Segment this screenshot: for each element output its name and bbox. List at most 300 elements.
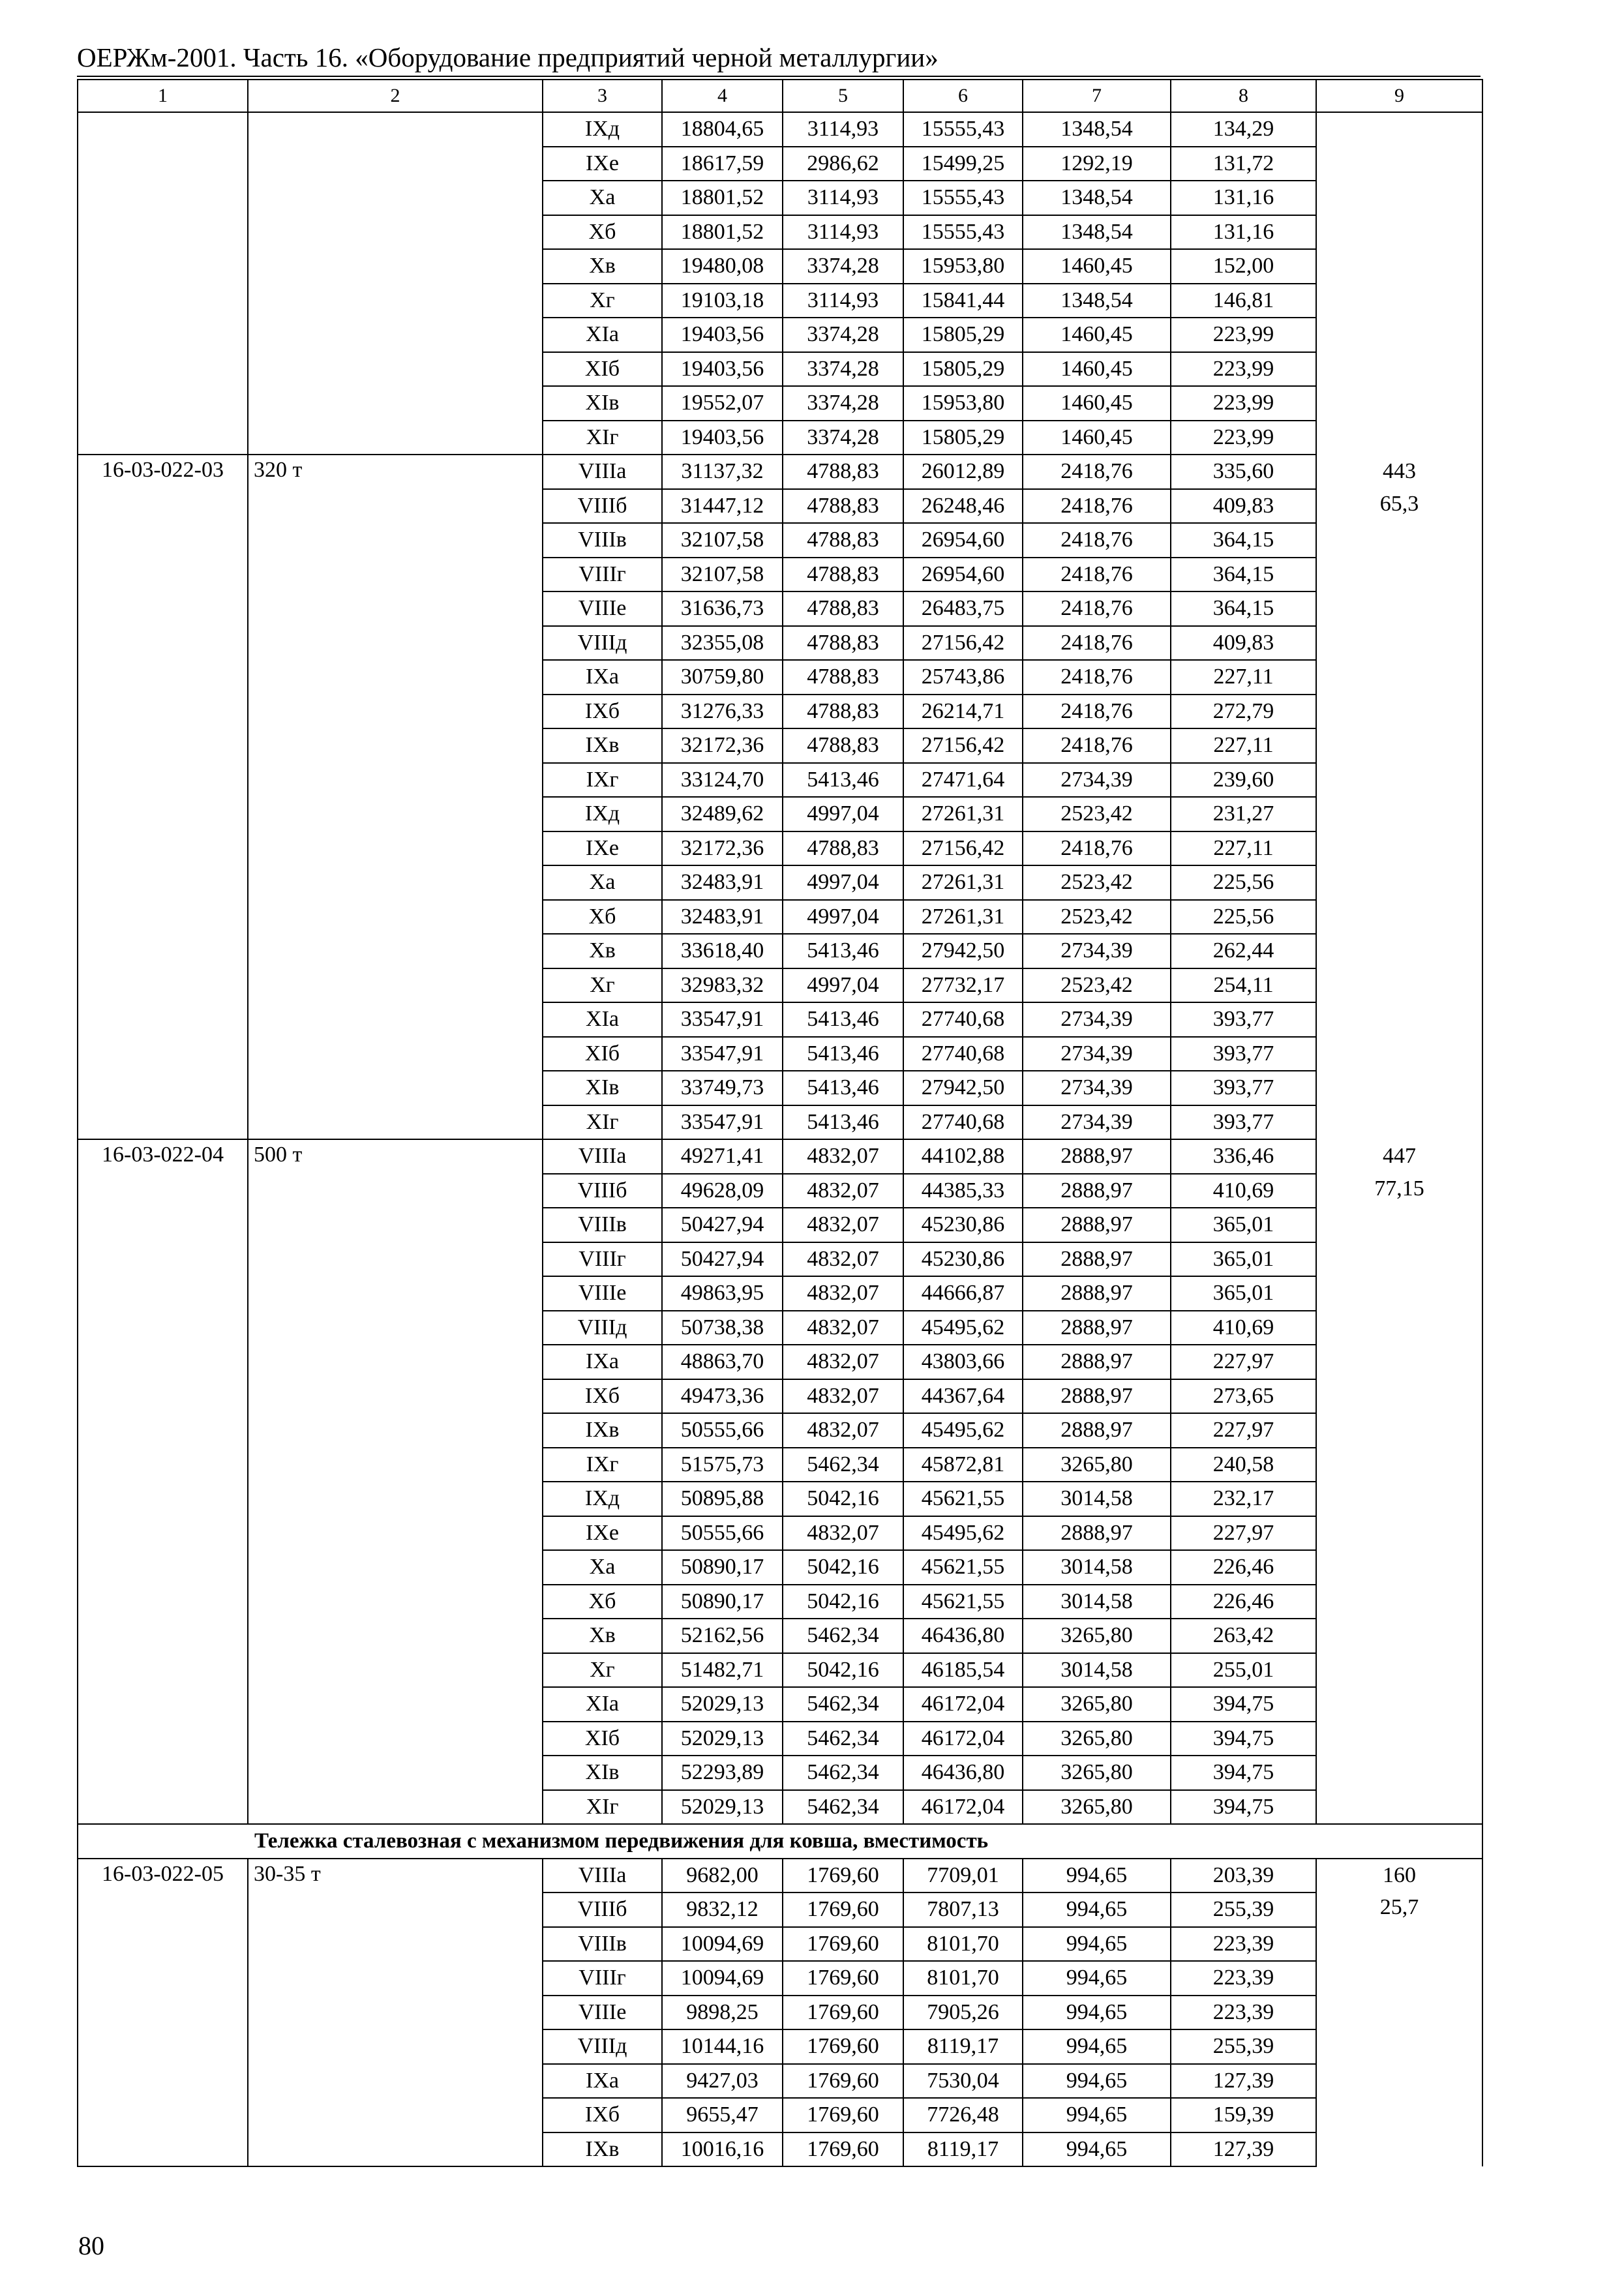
value-cell: 227,97 [1171, 1345, 1316, 1379]
value-cell: 336,46 [1171, 1139, 1316, 1174]
zone-cell: IXв [543, 2132, 662, 2167]
value-cell: 409,83 [1171, 626, 1316, 661]
column-number-row [78, 80, 1482, 112]
value-cell: 45495,62 [903, 1311, 1023, 1345]
value-cell: 3374,28 [783, 352, 903, 387]
value-cell: 50890,17 [662, 1585, 783, 1619]
zone-cell: IXе [543, 831, 662, 866]
value-cell: 18804,65 [662, 112, 783, 147]
value-cell: 27942,50 [903, 1071, 1023, 1105]
item-name: 500 т [248, 1139, 543, 1824]
value-cell: 15805,29 [903, 318, 1023, 352]
value-cell: 1769,60 [783, 1996, 903, 2030]
value-cell: 1769,60 [783, 2098, 903, 2132]
item-code: 16-03-022-03 [78, 455, 248, 1139]
value-cell: 3014,58 [1023, 1550, 1171, 1585]
zone-cell: VIIIе [543, 591, 662, 626]
zone-cell: Xв [543, 934, 662, 968]
item-name [248, 112, 543, 455]
value-cell: 33547,91 [662, 1002, 783, 1037]
value-cell: 227,11 [1171, 728, 1316, 763]
value-cell: 32483,91 [662, 900, 783, 935]
value-cell: 2418,76 [1023, 489, 1171, 524]
value-cell: 19103,18 [662, 284, 783, 318]
value-cell: 4997,04 [783, 900, 903, 935]
value-cell: 5413,46 [783, 1105, 903, 1140]
value-cell: 159,39 [1171, 2098, 1316, 2132]
value-cell: 3014,58 [1023, 1482, 1171, 1516]
value-cell: 15555,43 [903, 181, 1023, 215]
value-cell: 227,97 [1171, 1413, 1316, 1448]
value-cell: 365,01 [1171, 1276, 1316, 1311]
zone-cell: XIв [543, 1071, 662, 1105]
value-cell: 226,46 [1171, 1585, 1316, 1619]
value-cell: 4788,83 [783, 489, 903, 524]
value-cell: 5042,16 [783, 1653, 903, 1688]
value-cell: 43803,66 [903, 1345, 1023, 1379]
value-cell: 2986,62 [783, 147, 903, 181]
zone-cell: VIIIв [543, 523, 662, 558]
zone-cell: Xв [543, 1619, 662, 1653]
zone-cell: VIIIд [543, 626, 662, 661]
col9-value [1316, 147, 1482, 455]
value-cell: 9832,12 [662, 1893, 783, 1927]
value-cell: 51575,73 [662, 1448, 783, 1482]
value-cell: 27942,50 [903, 934, 1023, 968]
zone-cell: IXб [543, 1379, 662, 1414]
zone-cell: XIб [543, 1037, 662, 1071]
value-cell: 4997,04 [783, 968, 903, 1003]
value-cell: 18801,52 [662, 215, 783, 250]
value-cell: 45495,62 [903, 1516, 1023, 1551]
zone-cell: IXе [543, 1516, 662, 1551]
value-cell: 146,81 [1171, 284, 1316, 318]
zone-cell: VIIIа [543, 1139, 662, 1174]
value-cell: 50738,38 [662, 1311, 783, 1345]
value-cell: 26214,71 [903, 695, 1023, 729]
value-cell: 19480,08 [662, 249, 783, 284]
zone-cell: IXд [543, 797, 662, 831]
zone-cell: Xа [543, 1550, 662, 1585]
value-cell: 26012,89 [903, 455, 1023, 489]
value-cell: 1292,19 [1023, 147, 1171, 181]
value-cell: 4788,83 [783, 695, 903, 729]
zone-cell: IXе [543, 147, 662, 181]
value-cell: 9898,25 [662, 1996, 783, 2030]
zone-cell: IXд [543, 112, 662, 147]
zone-cell: XIг [543, 1790, 662, 1825]
zone-cell: VIIIв [543, 1927, 662, 1962]
value-cell: 1460,45 [1023, 318, 1171, 352]
value-cell: 394,75 [1171, 1790, 1316, 1825]
zone-cell: XIа [543, 1002, 662, 1037]
zone-cell: IXа [543, 1345, 662, 1379]
value-cell: 994,65 [1023, 1859, 1171, 1893]
value-cell: 2418,76 [1023, 831, 1171, 866]
zone-cell: Xг [543, 284, 662, 318]
value-cell: 2888,97 [1023, 1311, 1171, 1345]
col9-value: 160 [1316, 1859, 1482, 1893]
value-cell: 2418,76 [1023, 695, 1171, 729]
value-cell: 3265,80 [1023, 1687, 1171, 1722]
value-cell: 27740,68 [903, 1037, 1023, 1071]
item-name: 320 т [248, 455, 543, 1139]
value-cell: 227,11 [1171, 831, 1316, 866]
value-cell: 255,39 [1171, 2029, 1316, 2064]
value-cell: 1769,60 [783, 2029, 903, 2064]
zone-cell: IXв [543, 728, 662, 763]
value-cell: 3374,28 [783, 421, 903, 455]
col9-value: 443 [1316, 455, 1482, 489]
value-cell: 8119,17 [903, 2132, 1023, 2167]
zone-cell: VIIIв [543, 1208, 662, 1242]
value-cell: 5042,16 [783, 1585, 903, 1619]
value-cell: 2734,39 [1023, 1071, 1171, 1105]
col9-value: 65,3 [1316, 489, 1482, 1140]
zone-cell: Xг [543, 968, 662, 1003]
value-cell: 27261,31 [903, 900, 1023, 935]
header-rule [77, 76, 1481, 77]
table-row [78, 1859, 1482, 1893]
value-cell: 223,39 [1171, 1996, 1316, 2030]
value-cell: 994,65 [1023, 1893, 1171, 1927]
table-row [78, 112, 1482, 147]
value-cell: 4832,07 [783, 1345, 903, 1379]
value-cell: 4832,07 [783, 1139, 903, 1174]
page-number: 80 [78, 2231, 104, 2260]
section-title-row [78, 1824, 1482, 1859]
value-cell: 7807,13 [903, 1893, 1023, 1927]
value-cell: 18801,52 [662, 181, 783, 215]
zone-cell: Xб [543, 1585, 662, 1619]
value-cell: 4997,04 [783, 865, 903, 900]
value-cell: 1769,60 [783, 1927, 903, 1962]
value-cell: 32483,91 [662, 865, 783, 900]
value-cell: 26954,60 [903, 523, 1023, 558]
section-title: Тележка сталевозная с механизмом передвижения для ковша, вместимость [78, 1824, 1482, 1859]
value-cell: 32489,62 [662, 797, 783, 831]
value-cell: 31276,33 [662, 695, 783, 729]
value-cell: 3114,93 [783, 181, 903, 215]
value-cell: 5462,34 [783, 1687, 903, 1722]
value-cell: 9682,00 [662, 1859, 783, 1893]
zone-cell: VIIIб [543, 1174, 662, 1208]
value-cell: 8119,17 [903, 2029, 1023, 2064]
value-cell: 33547,91 [662, 1105, 783, 1140]
value-cell: 15555,43 [903, 215, 1023, 250]
value-cell: 225,56 [1171, 900, 1316, 935]
value-cell: 33749,73 [662, 1071, 783, 1105]
value-cell: 1348,54 [1023, 284, 1171, 318]
value-cell: 32107,58 [662, 523, 783, 558]
zone-cell: XIг [543, 1105, 662, 1140]
zone-cell: IXв [543, 1413, 662, 1448]
value-cell: 5462,34 [783, 1756, 903, 1790]
zone-cell: Xг [543, 1653, 662, 1688]
zone-cell: VIIIд [543, 1311, 662, 1345]
value-cell: 7530,04 [903, 2064, 1023, 2099]
value-cell: 2888,97 [1023, 1276, 1171, 1311]
value-cell: 45495,62 [903, 1413, 1023, 1448]
zone-cell: Xа [543, 181, 662, 215]
zone-cell: Xа [543, 865, 662, 900]
zone-cell: IXб [543, 2098, 662, 2132]
value-cell: 15499,25 [903, 147, 1023, 181]
value-cell: 994,65 [1023, 1996, 1171, 2030]
value-cell: 2523,42 [1023, 900, 1171, 935]
value-cell: 18617,59 [662, 147, 783, 181]
value-cell: 1769,60 [783, 2132, 903, 2167]
value-cell: 2888,97 [1023, 1379, 1171, 1414]
value-cell: 5462,34 [783, 1790, 903, 1825]
value-cell: 3014,58 [1023, 1653, 1171, 1688]
value-cell: 49628,09 [662, 1174, 783, 1208]
value-cell: 203,39 [1171, 1859, 1316, 1893]
value-cell: 3265,80 [1023, 1448, 1171, 1482]
zone-cell: VIIIг [543, 1961, 662, 1996]
value-cell: 240,58 [1171, 1448, 1316, 1482]
value-cell: 7726,48 [903, 2098, 1023, 2132]
value-cell: 45230,86 [903, 1242, 1023, 1277]
value-cell: 364,15 [1171, 591, 1316, 626]
zone-cell: XIб [543, 1722, 662, 1756]
value-cell: 2888,97 [1023, 1208, 1171, 1242]
value-cell: 15555,43 [903, 112, 1023, 147]
value-cell: 2888,97 [1023, 1174, 1171, 1208]
value-cell: 4788,83 [783, 660, 903, 695]
value-cell: 50895,88 [662, 1482, 783, 1516]
value-cell: 31636,73 [662, 591, 783, 626]
value-cell: 50427,94 [662, 1208, 783, 1242]
value-cell: 5042,16 [783, 1482, 903, 1516]
value-cell: 27156,42 [903, 626, 1023, 661]
value-cell: 7905,26 [903, 1996, 1023, 2030]
value-cell: 5413,46 [783, 934, 903, 968]
value-cell: 2888,97 [1023, 1345, 1171, 1379]
value-cell: 2734,39 [1023, 1002, 1171, 1037]
value-cell: 365,01 [1171, 1208, 1316, 1242]
value-cell: 4788,83 [783, 626, 903, 661]
value-cell: 3374,28 [783, 249, 903, 284]
value-cell: 3265,80 [1023, 1619, 1171, 1653]
value-cell: 7709,01 [903, 1859, 1023, 1893]
value-cell: 127,39 [1171, 2132, 1316, 2167]
zone-cell: VIIIд [543, 2029, 662, 2064]
value-cell: 2418,76 [1023, 626, 1171, 661]
zone-cell: XIг [543, 421, 662, 455]
value-cell: 4832,07 [783, 1413, 903, 1448]
zone-cell: VIIIг [543, 1242, 662, 1277]
value-cell: 3014,58 [1023, 1585, 1171, 1619]
value-cell: 4832,07 [783, 1242, 903, 1277]
item-code: 16-03-022-04 [78, 1139, 248, 1824]
value-cell: 394,75 [1171, 1722, 1316, 1756]
column-number: 1 [78, 80, 248, 112]
value-cell: 19403,56 [662, 318, 783, 352]
value-cell: 45872,81 [903, 1448, 1023, 1482]
value-cell: 1460,45 [1023, 352, 1171, 387]
value-cell: 272,79 [1171, 695, 1316, 729]
value-cell: 33618,40 [662, 934, 783, 968]
zone-cell: IXд [543, 1482, 662, 1516]
value-cell: 409,83 [1171, 489, 1316, 524]
value-cell: 15841,44 [903, 284, 1023, 318]
value-cell: 50427,94 [662, 1242, 783, 1277]
value-cell: 4832,07 [783, 1276, 903, 1311]
value-cell: 1460,45 [1023, 421, 1171, 455]
value-cell: 25743,86 [903, 660, 1023, 695]
zone-cell: VIIIе [543, 1276, 662, 1311]
value-cell: 8101,70 [903, 1927, 1023, 1962]
value-cell: 32107,58 [662, 558, 783, 592]
value-cell: 223,39 [1171, 1927, 1316, 1962]
value-cell: 52293,89 [662, 1756, 783, 1790]
value-cell: 46172,04 [903, 1722, 1023, 1756]
zone-cell: IXг [543, 1448, 662, 1482]
value-cell: 1348,54 [1023, 181, 1171, 215]
col9-value: 447 [1316, 1139, 1482, 1174]
value-cell: 3265,80 [1023, 1756, 1171, 1790]
column-number: 8 [1171, 80, 1316, 112]
value-cell: 45230,86 [903, 1208, 1023, 1242]
value-cell: 5462,34 [783, 1448, 903, 1482]
value-cell: 44666,87 [903, 1276, 1023, 1311]
value-cell: 3374,28 [783, 386, 903, 421]
value-cell: 48863,70 [662, 1345, 783, 1379]
value-cell: 335,60 [1171, 455, 1316, 489]
value-cell: 134,29 [1171, 112, 1316, 147]
value-cell: 262,44 [1171, 934, 1316, 968]
zone-cell: XIв [543, 1756, 662, 1790]
value-cell: 2418,76 [1023, 523, 1171, 558]
value-cell: 127,39 [1171, 2064, 1316, 2099]
value-cell: 2418,76 [1023, 455, 1171, 489]
value-cell: 2734,39 [1023, 763, 1171, 798]
zone-cell: VIIIг [543, 558, 662, 592]
zone-cell: Xб [543, 900, 662, 935]
value-cell: 45621,55 [903, 1585, 1023, 1619]
value-cell: 49473,36 [662, 1379, 783, 1414]
value-cell: 994,65 [1023, 2098, 1171, 2132]
value-cell: 2888,97 [1023, 1413, 1171, 1448]
value-cell: 52162,56 [662, 1619, 783, 1653]
value-cell: 2888,97 [1023, 1242, 1171, 1277]
value-cell: 131,72 [1171, 147, 1316, 181]
value-cell: 9655,47 [662, 2098, 783, 2132]
value-cell: 3374,28 [783, 318, 903, 352]
value-cell: 50890,17 [662, 1550, 783, 1585]
value-cell: 2418,76 [1023, 591, 1171, 626]
value-cell: 4832,07 [783, 1311, 903, 1345]
value-cell: 27261,31 [903, 865, 1023, 900]
zone-cell: XIа [543, 1687, 662, 1722]
zone-cell: Xб [543, 215, 662, 250]
value-cell: 27740,68 [903, 1105, 1023, 1140]
value-cell: 1769,60 [783, 1961, 903, 1996]
value-cell: 1348,54 [1023, 215, 1171, 250]
zone-cell: IXг [543, 763, 662, 798]
value-cell: 15805,29 [903, 352, 1023, 387]
col9-value: 77,15 [1316, 1174, 1482, 1825]
page-header: ОЕРЖм-2001. Часть 16. «Оборудование предприятий черной металлургии» [77, 42, 939, 72]
table-body [78, 80, 1482, 2166]
value-cell: 5413,46 [783, 1037, 903, 1071]
value-cell: 10094,69 [662, 1927, 783, 1962]
value-cell: 26483,75 [903, 591, 1023, 626]
value-cell: 10094,69 [662, 1961, 783, 1996]
column-number: 2 [248, 80, 543, 112]
value-cell: 4788,83 [783, 591, 903, 626]
value-cell: 45621,55 [903, 1550, 1023, 1585]
column-number: 3 [543, 80, 662, 112]
value-cell: 26248,46 [903, 489, 1023, 524]
value-cell: 223,99 [1171, 352, 1316, 387]
zone-cell: XIб [543, 352, 662, 387]
value-cell: 994,65 [1023, 2132, 1171, 2167]
item-code [78, 112, 248, 455]
value-cell: 4788,83 [783, 831, 903, 866]
value-cell: 19403,56 [662, 352, 783, 387]
value-cell: 227,97 [1171, 1516, 1316, 1551]
value-cell: 365,01 [1171, 1242, 1316, 1277]
zone-cell: IXб [543, 695, 662, 729]
value-cell: 1348,54 [1023, 112, 1171, 147]
value-cell: 2888,97 [1023, 1516, 1171, 1551]
col9-value [1316, 112, 1482, 147]
value-cell: 31447,12 [662, 489, 783, 524]
value-cell: 49271,41 [662, 1139, 783, 1174]
value-cell: 254,11 [1171, 968, 1316, 1003]
value-cell: 5413,46 [783, 763, 903, 798]
value-cell: 2734,39 [1023, 934, 1171, 968]
value-cell: 410,69 [1171, 1311, 1316, 1345]
zone-cell: XIв [543, 386, 662, 421]
zone-cell: Xв [543, 249, 662, 284]
value-cell: 50555,66 [662, 1516, 783, 1551]
table-row [78, 1139, 1482, 1174]
column-number: 7 [1023, 80, 1171, 112]
value-cell: 4832,07 [783, 1174, 903, 1208]
value-cell: 27261,31 [903, 797, 1023, 831]
value-cell: 4788,83 [783, 558, 903, 592]
value-cell: 225,56 [1171, 865, 1316, 900]
value-cell: 394,75 [1171, 1756, 1316, 1790]
value-cell: 15953,80 [903, 249, 1023, 284]
value-cell: 46436,80 [903, 1619, 1023, 1653]
value-cell: 994,65 [1023, 1961, 1171, 1996]
value-cell: 8101,70 [903, 1961, 1023, 1996]
value-cell: 4832,07 [783, 1208, 903, 1242]
value-cell: 44385,33 [903, 1174, 1023, 1208]
value-cell: 4788,83 [783, 523, 903, 558]
value-cell: 33547,91 [662, 1037, 783, 1071]
zone-cell: IXа [543, 660, 662, 695]
value-cell: 152,00 [1171, 249, 1316, 284]
value-cell: 1769,60 [783, 1893, 903, 1927]
value-cell: 52029,13 [662, 1722, 783, 1756]
value-cell: 4788,83 [783, 728, 903, 763]
value-cell: 52029,13 [662, 1790, 783, 1825]
value-cell: 239,60 [1171, 763, 1316, 798]
value-cell: 19552,07 [662, 386, 783, 421]
value-cell: 32172,36 [662, 831, 783, 866]
value-cell: 5042,16 [783, 1550, 903, 1585]
value-cell: 27471,64 [903, 763, 1023, 798]
zone-cell: VIIIа [543, 1859, 662, 1893]
value-cell: 26954,60 [903, 558, 1023, 592]
value-cell: 46436,80 [903, 1756, 1023, 1790]
value-cell: 2418,76 [1023, 558, 1171, 592]
